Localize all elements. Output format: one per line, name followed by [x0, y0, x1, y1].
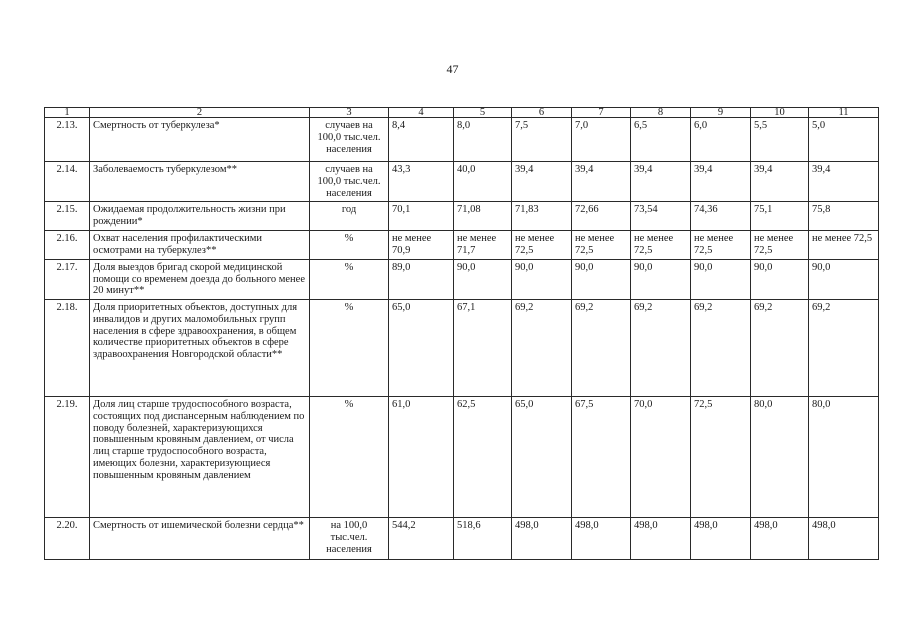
unit-cell: % [310, 259, 389, 299]
column-header: 2 [90, 108, 310, 118]
indicator-cell: Охват населения профилактическими осмотрами на туберкулез** [90, 230, 310, 259]
value-cell: 67,5 [572, 397, 631, 518]
value-cell: не менее 71,7 [454, 230, 512, 259]
value-cell: 71,83 [512, 202, 572, 231]
value-cell: 5,0 [809, 118, 879, 162]
value-cell: не менее 72,5 [512, 230, 572, 259]
column-header: 8 [631, 108, 691, 118]
table-row [45, 259, 879, 299]
value-cell: 75,1 [751, 202, 809, 231]
indicator-cell: Доля выездов бригад скорой медицинской помощи со временем доезда до больного менее 20 минут** [90, 259, 310, 299]
column-header: 6 [512, 108, 572, 118]
value-cell: 62,5 [454, 397, 512, 518]
value-cell: 90,0 [512, 259, 572, 299]
value-cell: 72,66 [572, 202, 631, 231]
value-cell: не менее 72,5 [631, 230, 691, 259]
value-cell: 40,0 [454, 162, 512, 202]
column-header: 10 [751, 108, 809, 118]
indicator-cell: Доля приоритетных объектов, доступных для инвалидов и других маломобильных групп населения в сфере здравоохранения, в общем количестве приоритетных объектов в сфере здравоохранения Новгородской области** [90, 300, 310, 397]
value-cell: 39,4 [691, 162, 751, 202]
value-cell: 39,4 [512, 162, 572, 202]
indicator-cell: Доля лиц старше трудоспособного возраста, состоящих под диспансерным наблюдением по поводу болезней, характеризующихся повышенным кровяным давлением, от числа лиц старше трудоспособного возраста, имеющих болезни, характеризующиеся повышенным кровяным давлением [90, 397, 310, 518]
value-cell: 69,2 [631, 300, 691, 397]
column-header: 1 [45, 108, 90, 118]
value-cell: 69,2 [572, 300, 631, 397]
value-cell: 70,0 [631, 397, 691, 518]
column-header: 7 [572, 108, 631, 118]
column-header: 9 [691, 108, 751, 118]
value-cell: 65,0 [512, 397, 572, 518]
unit-cell: случаев на 100,0 тыс.чел. населения [310, 162, 389, 202]
unit-cell: год [310, 202, 389, 231]
value-cell: не менее 70,9 [389, 230, 454, 259]
value-cell: 39,4 [751, 162, 809, 202]
value-cell: 70,1 [389, 202, 454, 231]
value-cell: не менее 72,5 [572, 230, 631, 259]
row-number-cell: 2.20. [45, 518, 90, 560]
value-cell: 5,5 [751, 118, 809, 162]
unit-cell: на 100,0 тыс.чел. населения [310, 518, 389, 560]
value-cell: 43,3 [389, 162, 454, 202]
table-row [45, 202, 879, 231]
value-cell: 80,0 [751, 397, 809, 518]
value-cell: 75,8 [809, 202, 879, 231]
value-cell: 72,5 [691, 397, 751, 518]
value-cell: 39,4 [631, 162, 691, 202]
value-cell: 67,1 [454, 300, 512, 397]
row-number-cell: 2.19. [45, 397, 90, 518]
unit-cell: случаев на 100,0 тыс.чел. населения [310, 118, 389, 162]
column-header: 5 [454, 108, 512, 118]
value-cell: 90,0 [809, 259, 879, 299]
unit-cell: % [310, 300, 389, 397]
value-cell: 7,0 [572, 118, 631, 162]
row-number-cell: 2.18. [45, 300, 90, 397]
unit-cell: % [310, 397, 389, 518]
value-cell: 498,0 [572, 518, 631, 560]
row-number-cell: 2.14. [45, 162, 90, 202]
value-cell: 518,6 [454, 518, 512, 560]
value-cell: 7,5 [512, 118, 572, 162]
value-cell: 90,0 [631, 259, 691, 299]
value-cell: не менее 72,5 [691, 230, 751, 259]
page-number: 47 [446, 62, 459, 76]
value-cell: 73,54 [631, 202, 691, 231]
value-cell: 39,4 [572, 162, 631, 202]
value-cell: 69,2 [512, 300, 572, 397]
row-number-cell: 2.16. [45, 230, 90, 259]
value-cell: 90,0 [751, 259, 809, 299]
value-cell: 498,0 [691, 518, 751, 560]
indicator-cell: Смертность от туберкулеза* [90, 118, 310, 162]
value-cell: 89,0 [389, 259, 454, 299]
indicator-cell: Ожидаемая продолжительность жизни при рождении* [90, 202, 310, 231]
value-cell: 61,0 [389, 397, 454, 518]
table-row [45, 397, 879, 518]
value-cell: 8,4 [389, 118, 454, 162]
value-cell: 90,0 [691, 259, 751, 299]
value-cell: 65,0 [389, 300, 454, 397]
table-row [45, 118, 879, 162]
unit-cell: % [310, 230, 389, 259]
value-cell: 6,5 [631, 118, 691, 162]
value-cell: 80,0 [809, 397, 879, 518]
value-cell: не менее 72,5 [751, 230, 809, 259]
value-cell: 69,2 [751, 300, 809, 397]
value-cell: 69,2 [809, 300, 879, 397]
value-cell: 498,0 [631, 518, 691, 560]
value-cell: 71,08 [454, 202, 512, 231]
indicator-cell: Смертность от ишемической болезни сердца** [90, 518, 310, 560]
table-row [45, 518, 879, 560]
indicator-cell: Заболеваемость туберкулезом** [90, 162, 310, 202]
column-header: 4 [389, 108, 454, 118]
value-cell: 90,0 [454, 259, 512, 299]
table-row [45, 300, 879, 397]
value-cell: 498,0 [751, 518, 809, 560]
table-row [45, 230, 879, 259]
indicators-table [44, 107, 879, 560]
column-header: 3 [310, 108, 389, 118]
value-cell: 69,2 [691, 300, 751, 397]
value-cell: не менее 72,5 [809, 230, 879, 259]
column-header: 11 [809, 108, 879, 118]
value-cell: 8,0 [454, 118, 512, 162]
value-cell: 39,4 [809, 162, 879, 202]
table-row [45, 162, 879, 202]
value-cell: 498,0 [512, 518, 572, 560]
row-number-cell: 2.13. [45, 118, 90, 162]
row-number-cell: 2.17. [45, 259, 90, 299]
value-cell: 74,36 [691, 202, 751, 231]
value-cell: 90,0 [572, 259, 631, 299]
value-cell: 6,0 [691, 118, 751, 162]
value-cell: 498,0 [809, 518, 879, 560]
value-cell: 544,2 [389, 518, 454, 560]
row-number-cell: 2.15. [45, 202, 90, 231]
table-header-row [45, 108, 879, 118]
